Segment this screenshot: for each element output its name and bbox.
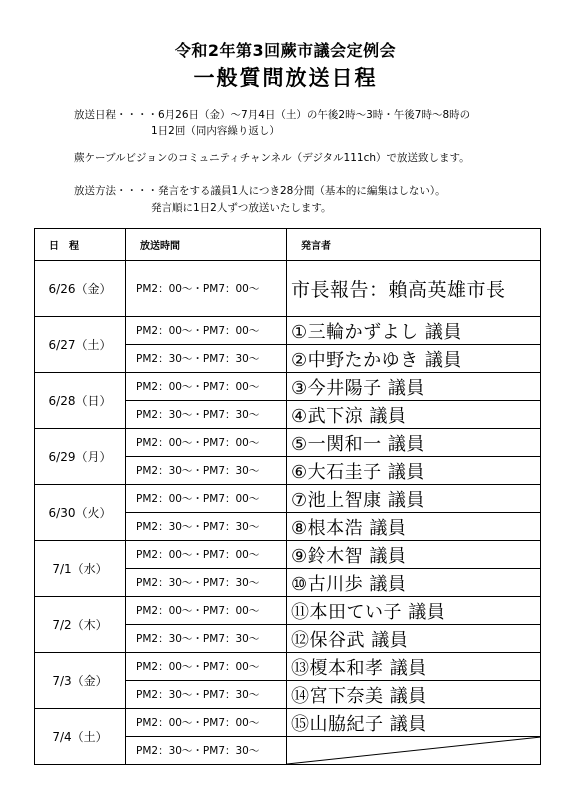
speaker-cell: ⑥大石圭子 議員 bbox=[287, 457, 541, 485]
date-cell: 6/26（金） bbox=[35, 261, 126, 317]
table-row bbox=[35, 429, 541, 457]
schedule-line-2: 1日2回（同内容繰り返し） bbox=[151, 125, 280, 137]
time-cell: PM2：00～・PM7：00～ bbox=[126, 373, 287, 401]
diagonal-strike bbox=[287, 737, 541, 764]
table-header-row bbox=[35, 229, 541, 261]
table-row bbox=[35, 709, 541, 737]
table-row bbox=[35, 373, 541, 401]
speaker-cell: ⑭宮下奈美 議員 bbox=[287, 681, 541, 709]
speaker-cell: ⑧根本浩 議員 bbox=[287, 513, 541, 541]
date-cell: 6/27（土） bbox=[35, 317, 126, 373]
speaker-cell: ⑮山脇紀子 議員 bbox=[287, 709, 541, 737]
method-line-2: 発言順に1日2人ずつ放送いたします。 bbox=[151, 202, 332, 214]
table-row bbox=[35, 261, 541, 317]
speaker-cell: ②中野たかゆき 議員 bbox=[287, 345, 541, 373]
date-cell: 7/4（土） bbox=[35, 709, 126, 765]
empty-speaker-cell bbox=[287, 737, 541, 765]
time-cell: PM2：00～・PM7：00～ bbox=[126, 709, 287, 737]
date-cell: 6/29（月） bbox=[35, 429, 126, 485]
time-cell: PM2：30～・PM7：30～ bbox=[126, 401, 287, 429]
speaker-cell: ⑦池上智康 議員 bbox=[287, 485, 541, 513]
date-cell: 7/2（木） bbox=[35, 597, 126, 653]
time-cell: PM2：30～・PM7：30～ bbox=[126, 625, 287, 653]
time-cell: PM2：00～・PM7：00～ bbox=[126, 485, 287, 513]
time-cell: PM2：30～・PM7：30～ bbox=[126, 681, 287, 709]
time-cell: PM2：30～・PM7：30～ bbox=[126, 457, 287, 485]
time-cell: PM2：30～・PM7：30～ bbox=[126, 569, 287, 597]
time-cell: PM2：00～・PM7：00～ bbox=[126, 597, 287, 625]
speaker-cell: ⑫保谷武 議員 bbox=[287, 625, 541, 653]
date-cell: 6/28（日） bbox=[35, 373, 126, 429]
time-cell: PM2：00～・PM7：00～ bbox=[126, 317, 287, 345]
speaker-cell: ⑩古川歩 議員 bbox=[287, 569, 541, 597]
header-time: 放送時間 bbox=[126, 229, 287, 261]
speaker-cell: ⑪本田てい子 議員 bbox=[287, 597, 541, 625]
table-row bbox=[35, 541, 541, 569]
speaker-cell: ⑨鈴木智 議員 bbox=[287, 541, 541, 569]
schedule-line-1: 放送日程・・・・6月26日（金）～7月4日（土）の午後2時～3時・午後7時～8時の bbox=[74, 109, 471, 121]
time-cell: PM2：30～・PM7：30～ bbox=[126, 513, 287, 541]
speaker-cell: ①三輪かずよし 議員 bbox=[287, 317, 541, 345]
page-subtitle: 一般質問放送日程 bbox=[193, 66, 378, 90]
header-speaker: 発言者 bbox=[287, 229, 541, 261]
table-row bbox=[35, 653, 541, 681]
time-cell: PM2：30～・PM7：30～ bbox=[126, 737, 287, 765]
time-cell: PM2：00～・PM7：00～ bbox=[126, 653, 287, 681]
speaker-cell: ④武下涼 議員 bbox=[287, 401, 541, 429]
speaker-cell: ⑤一関和一 議員 bbox=[287, 429, 541, 457]
speaker-cell: ③今井陽子 議員 bbox=[287, 373, 541, 401]
method-line-1: 放送方法・・・・発言をする議員1人につき28分間（基本的に編集はしない）。 bbox=[74, 185, 446, 197]
time-cell: PM2：00～・PM7：00～ bbox=[126, 541, 287, 569]
channel-line: 蕨ケーブルビジョンのコミュニティチャンネル（デジタル111ch）で放送致します。 bbox=[74, 152, 470, 164]
header-date: 日 程 bbox=[35, 229, 126, 261]
time-cell: PM2：00～・PM7：00～ bbox=[126, 261, 287, 317]
table-row bbox=[35, 317, 541, 345]
time-cell: PM2：30～・PM7：30～ bbox=[126, 345, 287, 373]
broadcast-schedule-table bbox=[34, 228, 541, 765]
speaker-cell: 市長報告：賴高英雄市長 bbox=[287, 261, 541, 317]
table-row bbox=[35, 485, 541, 513]
page-title: 令和2年第3回蕨市議会定例会 bbox=[174, 41, 397, 60]
table-row bbox=[35, 597, 541, 625]
date-cell: 7/3（金） bbox=[35, 653, 126, 709]
speaker-cell: ⑬榎本和孝 議員 bbox=[287, 653, 541, 681]
time-cell: PM2：00～・PM7：00～ bbox=[126, 429, 287, 457]
date-cell: 7/1（水） bbox=[35, 541, 126, 597]
date-cell: 6/30（火） bbox=[35, 485, 126, 541]
